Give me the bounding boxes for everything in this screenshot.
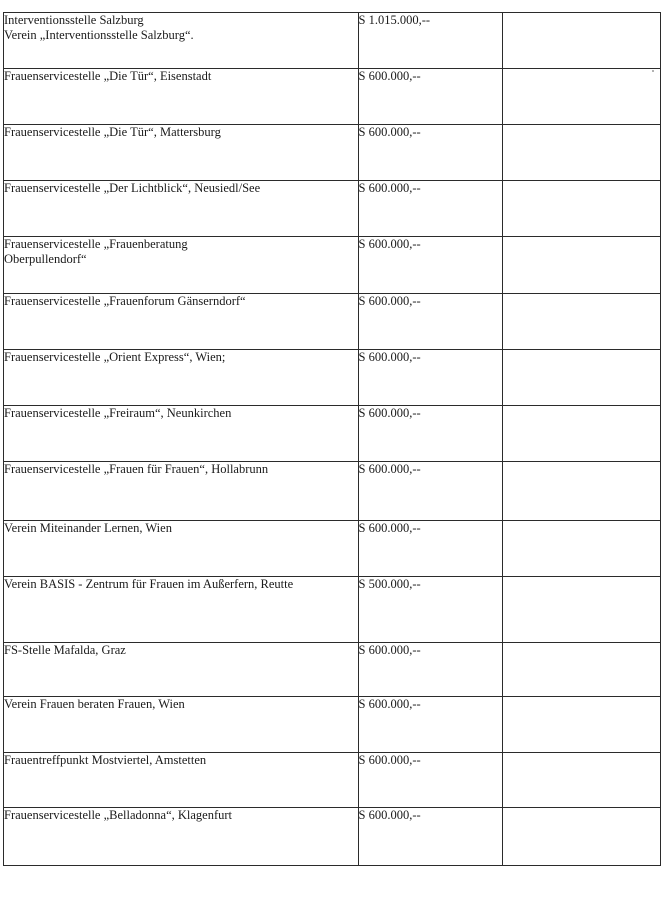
organization-cell xyxy=(4,406,359,462)
organization-cell xyxy=(4,13,359,69)
empty-cell xyxy=(502,697,660,753)
empty-cell xyxy=(502,350,660,406)
amount-cell: S 600.000,-- xyxy=(358,643,502,697)
organization-name: Frauenservicestelle „Frauen für Frauen“, Hollabrunn xyxy=(4,462,269,476)
table-row xyxy=(4,808,661,866)
table-row xyxy=(4,577,661,643)
empty-cell xyxy=(502,462,660,521)
organization-name: Frauenservicestelle „Orient Express“, Wien; xyxy=(4,350,226,364)
organization-name: Frauenservicestelle „Der Lichtblick“, Neusiedl/See xyxy=(4,181,261,195)
organization-cell xyxy=(4,125,359,181)
table-row xyxy=(4,643,661,697)
amount-cell: S 600.000,-- xyxy=(358,69,502,125)
amount-cell: S 600.000,-- xyxy=(358,808,502,866)
amount-cell: S 600.000,-- xyxy=(358,350,502,406)
organization-name: Frauenservicestelle „Die Tür“, Mattersburg xyxy=(4,125,221,139)
amount-cell: S 600.000,-- xyxy=(358,406,502,462)
amount-cell: S 1.015.000,-- xyxy=(358,13,502,69)
empty-cell xyxy=(502,808,660,866)
empty-cell xyxy=(502,125,660,181)
table-row xyxy=(4,521,661,577)
organization-name: Verein Miteinander Lernen, Wien xyxy=(4,521,172,535)
empty-cell xyxy=(502,643,660,697)
organization-name: Frauenservicestelle „Frauenberatung Oberpullendorf“ xyxy=(4,237,188,266)
organization-name: Frauentreffpunkt Mostviertel, Amstetten xyxy=(4,753,207,767)
scan-speck xyxy=(652,70,654,72)
organization-association: Verein „Interventionsstelle Salzburg“. xyxy=(4,28,194,42)
amount-cell: S 500.000,-- xyxy=(358,577,502,643)
table-row xyxy=(4,69,661,125)
table-row xyxy=(4,753,661,808)
organization-name: Frauenservicestelle „Freiraum“, Neunkirchen xyxy=(4,406,232,420)
table-row xyxy=(4,13,661,69)
empty-cell xyxy=(502,406,660,462)
organization-cell xyxy=(4,577,359,643)
table-row xyxy=(4,237,661,294)
empty-cell xyxy=(502,294,660,350)
organization-cell xyxy=(4,521,359,577)
table-row xyxy=(4,294,661,350)
empty-cell xyxy=(502,13,660,69)
empty-cell xyxy=(502,237,660,294)
organization-cell xyxy=(4,462,359,521)
organization-cell xyxy=(4,294,359,350)
amount-cell: S 600.000,-- xyxy=(358,521,502,577)
table-row xyxy=(4,125,661,181)
organization-cell xyxy=(4,808,359,866)
organization-name: Frauenservicestelle „Die Tür“, Eisenstadt xyxy=(4,69,212,83)
organization-name: Verein BASIS - Zentrum für Frauen im Außerfern, Reutte xyxy=(4,577,294,591)
empty-cell xyxy=(502,521,660,577)
amount-cell: S 600.000,-- xyxy=(358,753,502,808)
table-row xyxy=(4,462,661,521)
table-row xyxy=(4,181,661,237)
organization-name: FS-Stelle Mafalda, Graz xyxy=(4,643,126,657)
organization-cell xyxy=(4,350,359,406)
amount-cell: S 600.000,-- xyxy=(358,181,502,237)
organization-cell xyxy=(4,181,359,237)
organization-cell xyxy=(4,753,359,808)
empty-cell xyxy=(502,69,660,125)
organization-name: Frauenservicestelle „Frauenforum Gänserndorf“ xyxy=(4,294,246,308)
organization-name: Interventionsstelle Salzburg xyxy=(4,13,144,27)
table-row xyxy=(4,697,661,753)
empty-cell xyxy=(502,577,660,643)
amount-cell: S 600.000,-- xyxy=(358,462,502,521)
amount-cell: S 600.000,-- xyxy=(358,294,502,350)
table-row xyxy=(4,406,661,462)
amount-cell: S 600.000,-- xyxy=(358,697,502,753)
organization-cell xyxy=(4,697,359,753)
empty-cell xyxy=(502,181,660,237)
organization-cell xyxy=(4,69,359,125)
organization-name: Verein Frauen beraten Frauen, Wien xyxy=(4,697,185,711)
organization-name: Frauenservicestelle „Belladonna“, Klagenfurt xyxy=(4,808,233,822)
organization-cell xyxy=(4,237,359,294)
amount-cell: S 600.000,-- xyxy=(358,125,502,181)
table-row xyxy=(4,350,661,406)
empty-cell xyxy=(502,753,660,808)
organization-cell xyxy=(4,643,359,697)
amount-cell: S 600.000,-- xyxy=(358,237,502,294)
funding-table xyxy=(3,12,661,866)
